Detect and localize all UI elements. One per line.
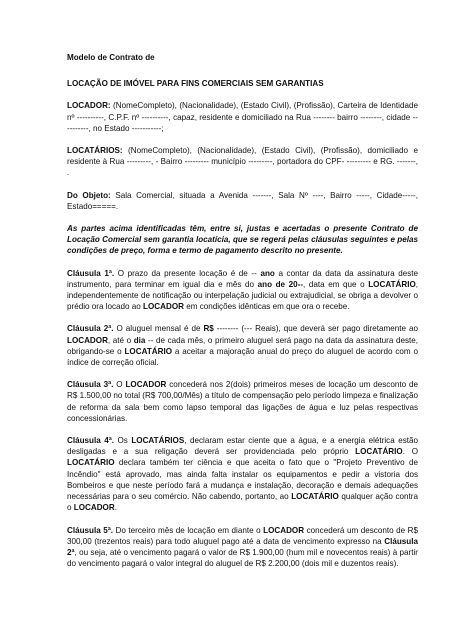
clause-4-term: LOCATÁRIO [355, 447, 403, 457]
clause-4-text: declara também ter ciência e que aceita o fato que o "Projeto Preventivo de Incêndio" está aprovado, mas ainda falta instalar os equipamentos e pedir a vistoria dos Bombeiros e que neste período fará a mudança e instalação, decoração e demais adequações necessárias para o seu comércio. Não cabendo, portanto, ao [67, 458, 418, 502]
locatarios-label: LOCATÁRIOS: [67, 146, 123, 156]
clause-4-text: . O [402, 447, 419, 457]
clause-3-text: O [113, 380, 126, 390]
document-subtitle: LOCAÇÃO DE IMÓVEL PARA FINS COMERCIAIS SEM GARANTIAS [67, 79, 324, 89]
clause-4-term: LOCADOR [73, 503, 115, 513]
clause-3-term: LOCADOR [125, 380, 167, 390]
clause-3-label: Cláusula 3ª. [67, 380, 114, 390]
clause-1-term: LOCATÁRIO [368, 279, 416, 289]
locatarios-text: (NomeCompleto), (Nacionalidade), (Estado Civil), (Profissão), domiciliado e residente à Rua ---------, - Bairro --------- município ---------, portadora do CPF- --------- e RG. -------, . [67, 146, 418, 178]
clause-2 [67, 323, 418, 368]
clause-1-term: ano [260, 268, 275, 278]
clause-5-text: , ou seja, até o vencimento pagará o valor de R$ 1.900,00 (hum mil e novecentos reais) à partir do vencimento pagará o valor integral do aluguel de R$ 2.200,00 (dois mil e duzentos reais). [67, 547, 418, 569]
clause-5-text: concederá um desconto de R$ 300,00 (trezentos reais) para todo aluguel pago até a data de vencimento expresso na [67, 525, 418, 546]
clause-4-text: . [114, 503, 117, 513]
clause-4 [67, 435, 418, 513]
clause-1-text: em condições idênticas em que ora o recebe. [183, 302, 350, 312]
clause-2-term: LOCADOR [67, 335, 108, 345]
locador-paragraph [67, 100, 418, 134]
clause-5 [67, 525, 418, 570]
locador-label: LOCADOR: [67, 101, 111, 111]
clause-4-term: LOCATÁRIO [291, 492, 339, 502]
objeto-label: Do Objeto: [67, 190, 111, 200]
clause-2-term: LOCATÁRIO [124, 346, 172, 356]
clause-2-term: R$ [203, 324, 214, 334]
clause-5-label: Cláusula 5ª. [67, 525, 114, 535]
clause-1-text: , independentemente de notificação ou interpelação judicial ou extrajudicial, se obriga a devolver o prédio ora locado ao [67, 279, 418, 312]
clause-4-term: LOCATÁRIOS [131, 436, 185, 446]
clause-1-label: Cláusula 1ª. [67, 268, 115, 278]
clause-4-text: Os [113, 436, 132, 446]
clause-2-text: -------- (--- Reais), que deverá ser pago diretamente ao [213, 324, 418, 334]
clause-5-term: LOCADOR [263, 525, 305, 535]
clause-3 [67, 379, 418, 424]
clause-1-text: O prazo da presente locação é de -- [114, 268, 261, 278]
clause-4-label: Cláusula 4ª. [67, 436, 114, 446]
objeto-paragraph [67, 190, 418, 212]
clause-2-text: a aceitar a majoração anual do preço do aluguel de acordo com o índice de correção oficial. [67, 346, 418, 368]
clause-4-term: LOCATÁRIO [67, 458, 115, 468]
clause-5-term: Cláusula 2ª [67, 536, 418, 557]
preamble-paragraph: As partes acima identificadas têm, entre si, justas e acertadas o presente Contrato de Locação Comercial sem garantia locatícia, que se regerá pelas cláusulas seguintes e pelas condições de preço, forma e termo de pagamento descrito no presente. [67, 224, 418, 256]
clause-1-term: LOCADOR [143, 302, 184, 312]
clause-1-text: , data em que o [303, 279, 369, 289]
clause-5-text: Do terceiro mês de locação em diante o [113, 525, 264, 535]
locatarios-paragraph [67, 145, 418, 179]
clause-2-text: , até o [107, 335, 134, 345]
clause-2-label: Cláusula 2ª. [67, 324, 114, 334]
clause-1-text: a contar da data da assinatura deste instrumento, para terminar em igual dia e mês do [67, 268, 419, 289]
clause-2-text: O aluguel mensal é de [113, 324, 204, 334]
clause-2-text: -- de cada mês, o primeiro aluguel será pago na data da assinatura deste, obrigando-se o [67, 335, 419, 356]
clause-4-text: , declaram estar ciente que a água, e a energia elétrica estão desligadas e a sua religação deverá ser providenciada pelo próprio [67, 436, 418, 457]
clause-1 [67, 268, 418, 313]
clause-2-term: dia [133, 335, 146, 345]
locador-text: (NomeCompleto), (Nacionalidade), (Estado Civil), (Profissão), Carteira de Identidade nº ----------, C.P.F. nº ----------, capaz, residente e domiciliado na Rua -------- bairro --------, cidade ----------, no Estado -----------; [67, 101, 418, 133]
document-title: Modelo de Contrato de [67, 53, 155, 62]
clause-4-text: qualquer ação contra o [67, 492, 418, 513]
objeto-text: Sala Comercial, situada a Avenida -------, Sala Nº ----, Bairro -----, Cidade-----, Estado=====. [67, 190, 418, 211]
contract-document [67, 52, 418, 569]
clause-1-term: ano de 20-- [257, 279, 304, 289]
clause-3-text: concederá nos 2(dois) primeiros meses de locação um desconto de R$ 1.500,00 no total (R$ 700,00/Mês) a título de compensação pelo período limpeza e finalização de reforma da sala bem como lapso temporal das ligações de água e luz pelas respectivas concessionárias. [67, 380, 418, 423]
